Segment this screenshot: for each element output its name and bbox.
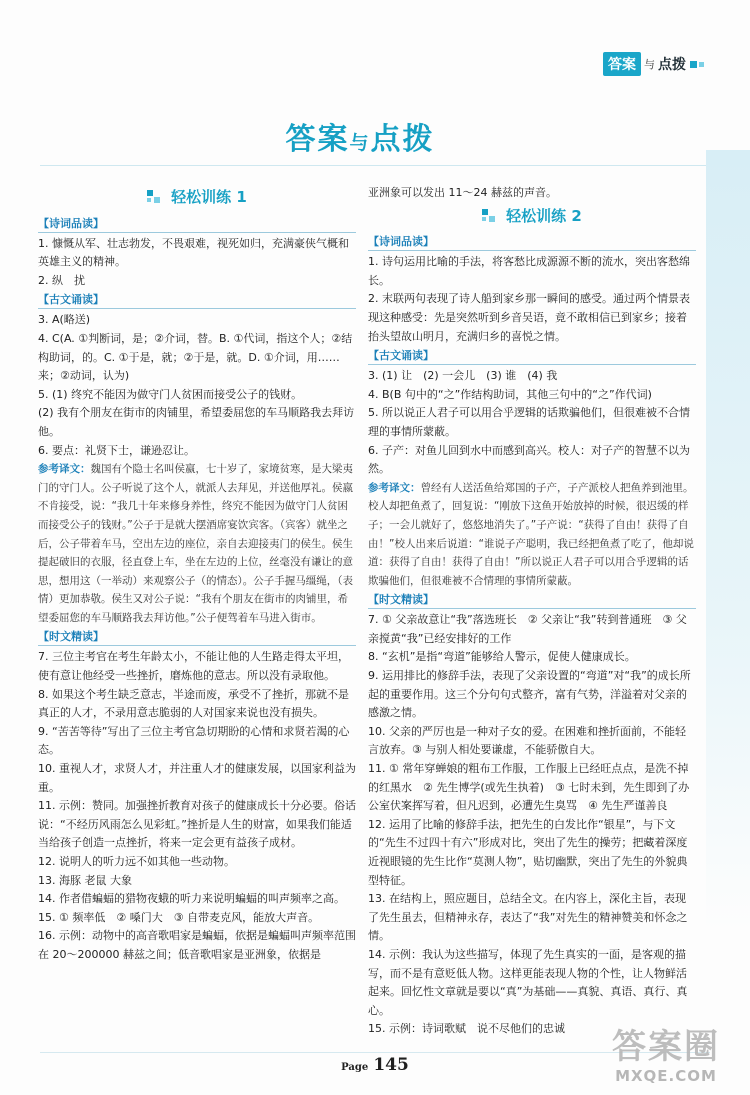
- answer-item: 10. 父亲的严厉也是一种对子女的爱。在困难和挫折面前，不能轻言放弃。③ 与别人相处要谦虚，不能骄傲自大。: [368, 724, 686, 757]
- answer-item: 16. 示例：动物中的高音歌唱家是蝙蝠，依据是蝙蝠叫声频率范围在 20～200000 赫兹之间；低音歌唱家是亚洲象，依据是: [38, 929, 356, 961]
- answer-item: 12. 运用了比喻的修辞手法，把先生的白发比作“银星”，与下文的“先生不过四十有六”形成对比，突出了先生的操劳；把藏着深度近视眼镜的先生比作“莫测人物”，贴切幽默，突出了先生的外貌典型特征。: [368, 817, 688, 887]
- answer-item: 9. 运用排比的修辞手法，表现了父亲设置的“弯道”对“我”的成长所起的重要作用。这三个分句句式整齐，富有气势，洋溢着对父亲的感激之情。: [368, 669, 691, 720]
- answer-item: 10. 重视人才，求贤人才，并注重人才的健康发展，以国家利益为重。: [38, 762, 356, 794]
- answer-item: 6. 子产：对鱼儿回到水中而感到高兴。校人：对子产的智慧不以为然。: [368, 443, 690, 476]
- right-column: [368, 184, 696, 1039]
- answer-item: 亚洲象可以发出 11～24 赫兹的声音。: [368, 186, 557, 199]
- squares-icon: [482, 209, 500, 223]
- section-heading-2: [368, 207, 696, 226]
- answer-item: 14. 示例：我认为这些描写，体现了先生真实的一面，是客观的描写，而不是有意贬低人物。这样更能表现人物的个性，让人物鲜活起来。回忆性文章就是要以“真”为基础——真貌、真语、真行、真心。: [368, 947, 688, 1017]
- sub-heading: 【时文精读】: [38, 628, 356, 646]
- section-heading-1: [38, 188, 356, 207]
- answer-item: 8. 如果这个考生缺乏意志，半途而废，承受不了挫折，那就不是真正的人才，不录用意志脆弱的人对国家来说也没有损失。: [38, 687, 349, 720]
- watermark-text: 答案圈: [612, 1027, 720, 1067]
- page-title: [230, 114, 490, 158]
- answer-item: 12. 说明人的听力远不如其他一些动物。: [38, 855, 235, 868]
- watermark-logo: [596, 1027, 736, 1087]
- title-divider: [40, 165, 706, 166]
- page-label: Page: [341, 1062, 369, 1073]
- title-part-a: 答案: [285, 122, 350, 157]
- badge-hint: 点拨: [658, 57, 686, 73]
- reference-translation: [38, 460, 356, 627]
- title-part-c: 点拨: [370, 122, 435, 157]
- answer-item: 14. 作者借蝙蝠的猎物夜蛾的听力来说明蝙蝠的叫声频率之高。: [38, 892, 345, 906]
- sub-heading: 【古文诵读】: [368, 347, 696, 365]
- square-icon: [699, 62, 704, 67]
- answer-item: 2. 末联两句表现了诗人船到家乡那一瞬间的感受。通过两个情景表现这种感受：先是突然听到乡音吴语，竟不敢相信已到家乡；接着抬头望故山明月，充满归乡的喜悦之情。: [368, 292, 690, 343]
- section-heading-text: 轻松训练 2: [506, 206, 582, 225]
- answer-item: 4. C(A. ①判断词，是；②介词，替。B. ①代词，指这个人；②结构助词，的。C. ①于是，就；②于是，就。D. ①介词，用……来；②动词，认为): [38, 331, 353, 383]
- answer-item: 1. 慷慨从军、壮志勃发，不畏艰难，视死如归，充满豪侠气概和英雄主义的精神。: [38, 236, 349, 269]
- answer-item: 9. “苦苦等待”写出了三位主考官急切期盼的心情和求贤若渴的心态。: [38, 724, 350, 757]
- badge-and: 与: [644, 58, 655, 71]
- left-column: [38, 184, 356, 965]
- sub-heading: 【时文精读】: [368, 591, 696, 609]
- reference-text: 魏国有个隐士名叫侯嬴，七十岁了，家境贫寒，是大梁夷门的守门人。公子听说了这个人，就派人去拜见，并送他厚礼。侯嬴不肯接受，说：“我几十年来修身养性，终究不能因为做守门人贫困而接受公子的钱财。”公子于是就大摆酒席宴饮宾客。（宾客）就坐之后，公子带着车马，空出左边的座位，亲自去迎接夷门的侯生。侯生提起破旧的衣服，径直登上车，坐在左边的上位，丝毫没有谦让的意思，想用这（一举动）来观察公子（的情态）。公子手握马缰绳，（表情）更加恭敬。侯生又对公子说：“我有个朋友在街市的肉铺里，希望委屈您的车马顺路我去拜访他。”公子便驾着车马进入街市。: [38, 463, 353, 624]
- sub-heading: 【诗词品读】: [368, 233, 696, 251]
- section-heading-text: 轻松训练 1: [171, 188, 247, 206]
- answer-item: 5. (1) 终究不能因为做守门人贫困而接受公子的钱财。: [38, 387, 303, 401]
- reference-label: 参考译文：: [38, 463, 91, 476]
- answer-item: 8. “玄机”是指“弯道”能够给人警示，促使人健康成长。: [368, 650, 636, 664]
- answer-item: (2) 我有个朋友在街市的肉铺里，希望委屈您的车马顺路我去拜访他。: [38, 406, 355, 438]
- answer-item: 3. (1) 让 (2) 一会儿 (3) 谁 (4) 我: [368, 369, 558, 383]
- badge-answer: 答案: [603, 52, 641, 76]
- answer-item: 13. 在结构上，照应题目，总结全文。在内容上，深化主旨，表现了先生虽去，但精神永存，表达了“我”对先生的精神赞美和怀念之情。: [368, 892, 688, 943]
- answer-item: 7. ① 父亲故意让“我”落选班长 ② 父亲让“我”转到普通班 ③ 父亲搅黄“我”已经安排好的工作: [368, 613, 687, 645]
- watermark-url: MXQE.COM: [615, 1067, 717, 1085]
- reference-text: 曾经有人送活鱼给郑国的子产，子产派校人把鱼养到池里。校人却把鱼煮了，回复说：“刚放下这鱼开始放掉的时候，很迟缓的样子；一会儿就好了，悠悠地消失了。”子产说：“获得了自由！获得了自由！”校人出来后说道：“谁说子产聪明，我已经把鱼煮了吃了，他却说道：获得了自由！获得了自由！”所以说正人君子可以用合乎逻辑的话欺骗他们，但很难被不合情理的事情所蒙蔽。: [368, 481, 694, 587]
- answer-item: 6. 要点：礼贤下士，谦逊忍让。: [38, 443, 195, 457]
- sub-heading: 【诗词品读】: [38, 215, 356, 233]
- header-badge: [603, 52, 704, 76]
- answer-item: 11. 示例：赞同。加强挫折教育对孩子的健康成长十分必要。俗话说：“不经历风雨怎么见彩虹。”挫折是人生的财富，如果我们能适当给孩子创造一点挫折，将来一定会更有益孩子成材。: [38, 799, 356, 850]
- answer-item: 4. B(B 句中的“之”作结构助词，其他三句中的“之”作代词): [368, 387, 652, 401]
- answer-item: 5. 所以说正人君子可以用合乎逻辑的话欺骗他们，但很难被不合情理的事情所蒙蔽。: [368, 406, 690, 438]
- page-number: 145: [373, 1055, 409, 1075]
- answer-item: 15. 示例：诗词歌赋 说不尽他们的忠诚: [368, 1022, 565, 1036]
- answer-item: 11. ① 常年穿蝉娘的粗布工作服，工作服上已经旺点点，是洗不掉的红黑水 ② 先生博学(或先生执着) ③ 七时未到，先生即到了办公室伏案挥写着，但凡迟到，必遭先生臭骂 ④ 先生严谨善良: [368, 762, 690, 813]
- decorative-side-band: [706, 150, 750, 930]
- answer-item: 13. 海豚 老鼠 大象: [38, 873, 132, 887]
- squares-icon: [147, 190, 165, 204]
- answer-item: 2. 纵 扰: [38, 273, 85, 287]
- reference-translation: [368, 479, 696, 591]
- reference-label: 参考译文：: [368, 481, 421, 494]
- answer-item: 1. 诗句运用比喻的手法，将客愁比成源源不断的流水，突出客愁绵长。: [368, 255, 690, 287]
- answer-item: 3. A(略送): [38, 313, 91, 327]
- square-icon: [690, 61, 697, 68]
- sub-heading: 【古文诵读】: [38, 291, 356, 309]
- title-part-b: 与: [349, 132, 371, 154]
- answer-item: 15. ① 频率低 ② 嗓门大 ③ 自带麦克风，能放大声音。: [38, 910, 320, 924]
- answer-item: 7. 三位主考官在考生年龄太小，不能让他的人生路走得太平坦，使有意让他经受一些挫折，磨炼他的意志。所以没有录取他。: [38, 650, 349, 683]
